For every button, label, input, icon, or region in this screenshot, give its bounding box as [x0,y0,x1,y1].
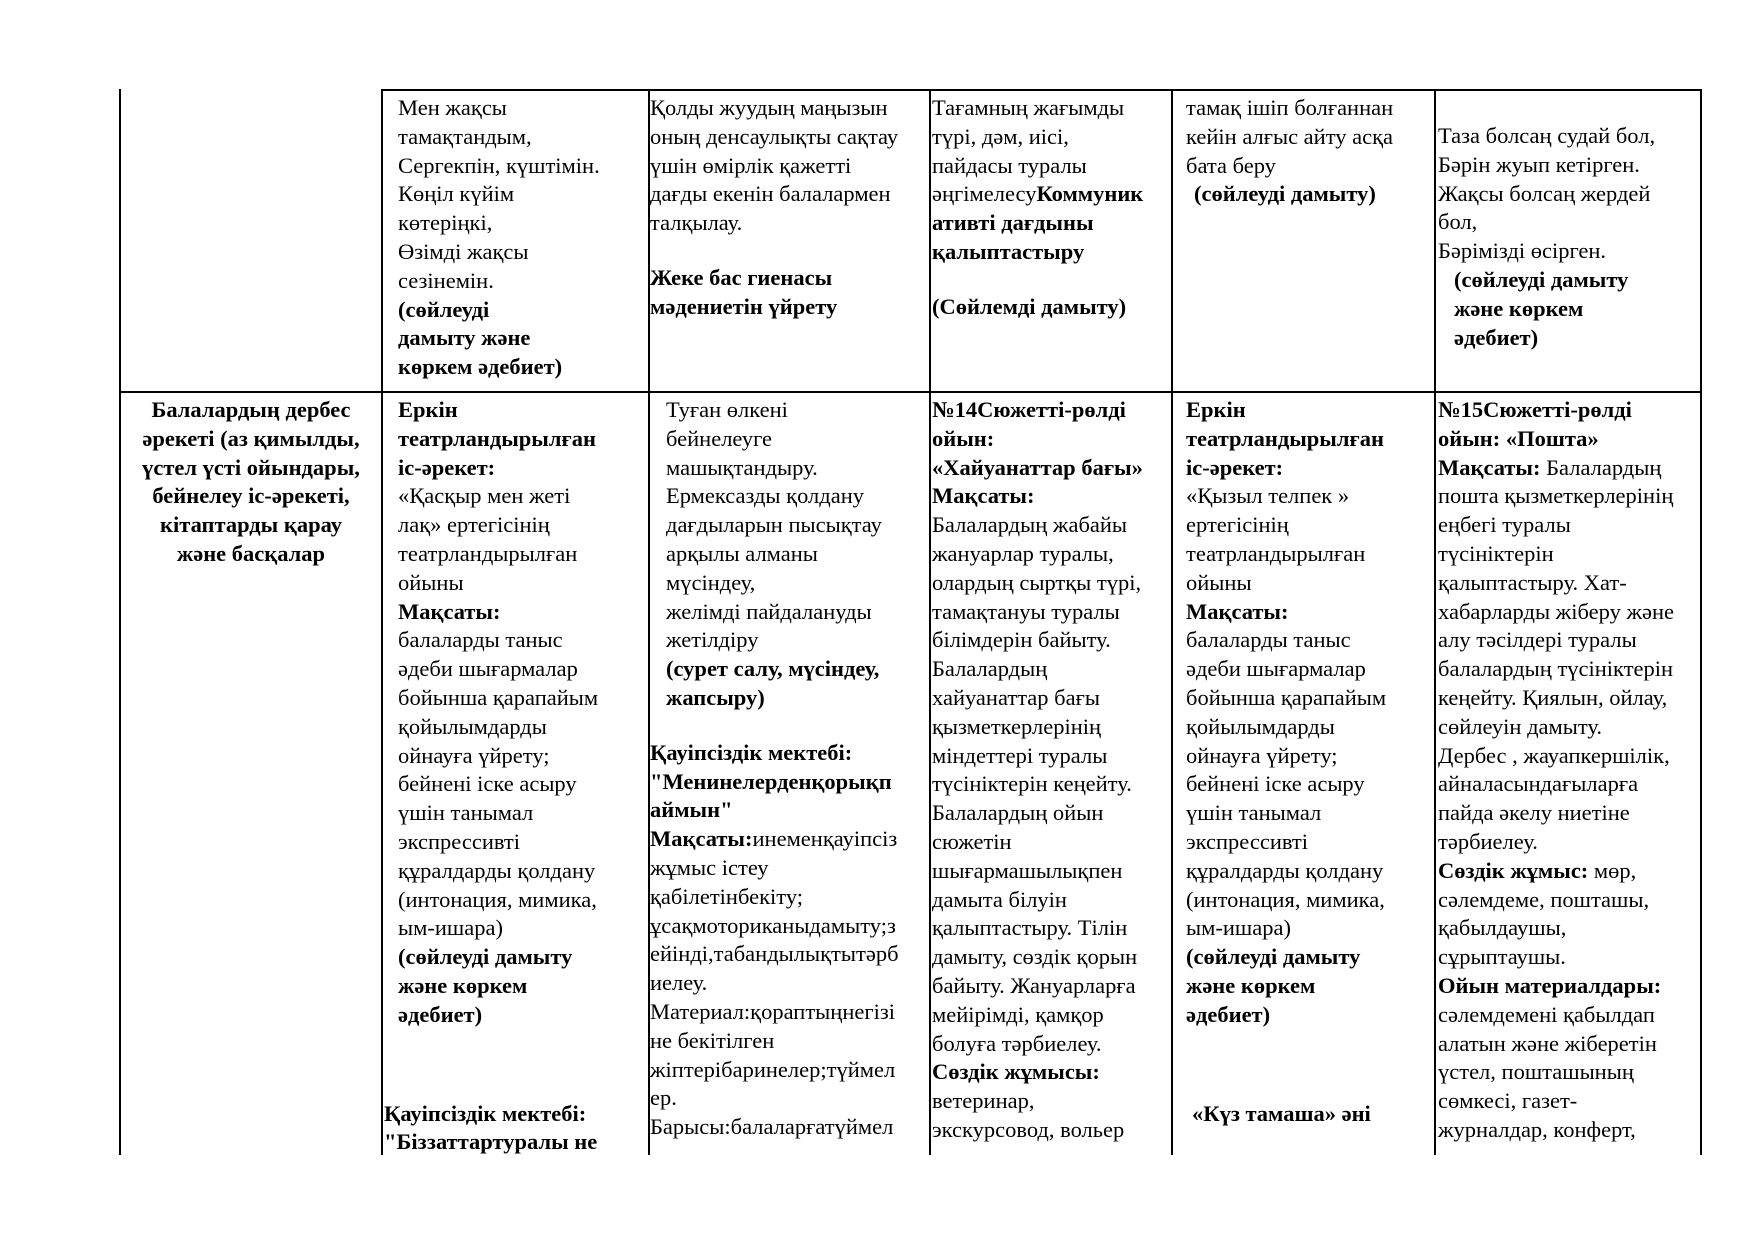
row2-col6-materials: сәлемдемені қабылдап алатын және жіберетін үстел, пошташының сөмкесі, газет- журналдар, конферт, [1438,1001,1657,1142]
column-divider-1 [381,89,383,1155]
row2-col4-cell [932,396,1172,1145]
row2-col5-heading: Еркін театрландырылған іс-әрекет: [1186,397,1384,480]
row2-col4-vocab-label: Сөздік жұмысы: [932,1059,1100,1085]
row1-col4-cell [932,94,1172,322]
row1-col5-cell [1186,94,1436,209]
row1-col6-cell [1438,122,1698,352]
row2-col2-tag: (сөйлеуді дамыту және көркем әдебиет) [398,944,573,1027]
row2-col3-goal-label: Мақсаты: [650,826,753,852]
row2-col3-cell [650,396,935,1142]
row2-col2-safety: Қауіпсіздік мектебі: "Біззаттартуралы не [384,1100,598,1155]
table-right-border [1700,89,1702,1155]
row1-col6-text: Таза болсаң судай бол, Бәрін жуып кетірген. Жақсы болсаң жердей бол, Бәрімізді өсірген. [1438,123,1656,264]
row2-col2-goal-label: Мақсаты: [398,598,501,624]
row1-col4-bold: Коммуник ативті дағдыны қалыптастыру [932,181,1144,264]
row2-col6-goal-label: Мақсаты: [1438,454,1541,480]
row2-col5-goal: балаларды таныс әдеби шығармалар бойынша қарапайым қойылымдарды ойнауға үйрету; бейнені іске асыру үшін танымал экспрессивті құралдарды қолдану (интонация, мимика, ым-ишара) [1186,627,1387,941]
row1-col3-heading: Жеке бас гиенасы мәдениетін үйрету [650,264,838,319]
row2-col6-goal: Балалардың пошта қызметкерлерінің еңбегі туралы түсініктерін қалыптастыру. Хат- хабарларды жіберу және алу тәсілдері туралы балалардың түсініктерін кеңейту. Қиялын, ойлау, сөйлеуін дамыту. Дербес , жауапкершілік, айналасындағыларға пайда әкелу ниетіне тәрбиелеу. [1438,454,1675,854]
row1-col4-text: Тағамның жағымды түрі, дәм, иісі, пайдасы туралы әңгімелесу [932,95,1125,207]
row1-col2-cell [398,94,628,382]
row2-col5-song: «Күз тамаша» әні [1192,1100,1371,1126]
row2-col5-cell [1186,396,1431,1128]
row2-col6-heading: №15Сюжетті-рөлді ойын: «Пошта» [1438,397,1632,451]
column-divider-5 [1434,89,1436,1155]
row2-col3-safety: Қауіпсіздік мектебі: "Менинелерденқорықп аймын" [650,739,892,823]
row1-col2-tag: (сөйлеуді дамыту және көркем әдебиет) [398,296,563,380]
row2-col2-heading: Еркін театрландырылған іс-әрекет: [398,397,596,480]
row2-col6-materials-label: Ойын материалдары: [1438,972,1662,998]
row2-col2-text: «Қасқыр мен жеті лақ» ертегісінің театрландырылған ойыны [398,483,578,595]
row2-col3-tag: (сурет салу, мүсіндеу, жапсыру) [666,656,880,710]
row2-col6-vocab: мөр, сәлемдеме, пошташы, қабылдаушы, сұрыптаушы. [1438,857,1650,970]
row2-col2-cell [384,396,638,1157]
row2-col4-heading: №14Сюжетті-рөлді ойын: «Хайуанаттар бағы» [932,397,1143,480]
row2-col3-goal: инеменқауіпсіз жұмыс істеу қабілетінбекіту; ұсақмоториканыдамыту;з ейінді,табандылықтытәрб иелеу. Материал:қораптыңнегізі не бекітілген жіптерібаринелер;түймел ер. Барысы:балаларғатүймел [650,826,899,1140]
row1-col5-text: тамақ ішіп болғаннан кейін алғыс айту асқа бата беру [1186,95,1394,178]
row1-col3-cell [650,94,930,322]
row2-col2-goal: балаларды таныс әдеби шығармалар бойынша қарапайым қойылымдарды ойнауға үйрету; бейнені іске асыру үшін танымал экспрессивті құралдарды қолдану (интонация, мимика, ым-ишара) [398,627,599,941]
table-left-border [119,89,121,1155]
row2-col4-vocab: ветеринар, экскурсовод, вольер [932,1088,1125,1142]
row2-col1-cell [122,396,380,569]
row2-col5-tag: (сөйлеуді дамыту және көркем әдебиет) [1186,944,1361,1027]
row1-col2-text: Мен жақсы тамақтандым, Сергекпін, күштімін. Көңіл күйім көтеріңкі, Өзімді жақсы сезінемін. [398,95,600,293]
row1-col3-text: Қолды жуудың маңызын оның денсаулықты сақтау үшін өмірлік қажетті дағды екенін балалармен талқылау. [650,95,899,236]
row1-col5-tag: (сөйлеуді дамыту) [1194,181,1376,207]
row2-col5-text: «Қызыл телпек » ертегісінің театрландырылған ойыны [1186,483,1366,595]
row2-col6-cell [1438,396,1700,1145]
table-top-border [381,89,1702,91]
row-divider [119,391,1702,393]
row1-col6-tag: (сөйлеуді дамыту және көркем әдебиет) [1454,266,1629,350]
row2-col4-goal: Балалардың жабайы жануарлар туралы, олардың сыртқы түрі, тамақтануы туралы білімдерін байыту. Балалардың хайуанаттар бағы қызметкерлерінің міндеттері туралы түсініктерін кеңейту. Балалардың ойын сюжетін шығармашылықпен дамыта білуін қалыптастыру. Тілін дамыту, сөздік қорын байыту. Жануарларға мейірімді, қамқор болуға тәрбиелеу. [932,512,1142,1056]
row2-col3-text: Туған өлкені бейнелеуге машықтандыру. Ермексазды қолдану дағдыларын пысықтау арқылы алманы мүсіндеу, желімді пайдалануды жетілдіру [666,397,882,653]
row2-col5-goal-label: Мақсаты: [1186,598,1289,624]
row2-col4-goal-label: Мақсаты: [932,483,1035,509]
row2-col1-label: Балалардың дербес әрекеті (аз қимылды, үстел үсті ойындары, бейнелеу іс-әрекеті, кітаптарды қарау және басқалар [142,397,360,566]
row2-col6-vocab-label: Сөздік жұмыс: [1438,857,1589,883]
row1-col4-tag: (Сөйлемді дамыту) [932,293,1127,319]
